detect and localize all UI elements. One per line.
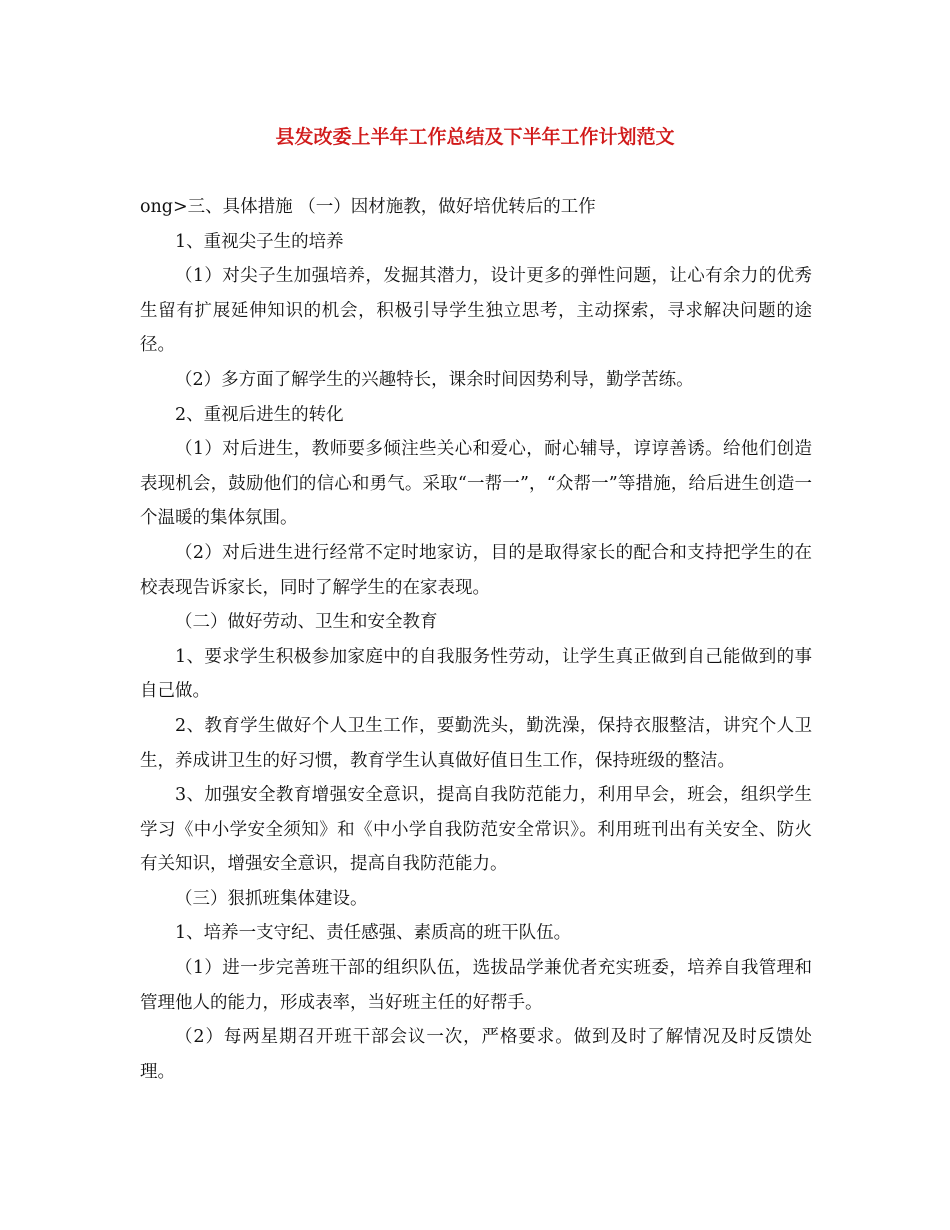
- paragraph-class-cadres-1: （1）进一步完善班干部的组织队伍，选拔品学兼优者充实班委，培养自我管理和管理他人的能力，形成表率，当好班主任的好帮手。: [140, 958, 812, 1013]
- paragraph-struggling-students-2: （2）对后进生进行经常不定时地家访，目的是取得家长的配合和支持把学生的在校表现告诉家长，同时了解学生的在家表现。: [140, 542, 812, 598]
- paragraph-labor: 1、要求学生积极参加家庭中的自我服务性劳动，让学生真正做到自己能做到的事自己做。: [140, 646, 812, 702]
- paragraph-top-students-2: （2）多方面了解学生的兴趣特长，课余时间因势利导，勤学苦练。: [175, 369, 694, 390]
- paragraph-struggling-students-heading: 2、重视后进生的转化: [175, 404, 344, 425]
- paragraph-struggling-students-1: （1）对后进生，教师要多倾注些关心和爱心，耐心辅导，谆谆善诱。给他们创造表现机会，鼓励他们的信心和勇气。采取“一帮一”，“众帮一”等措施，给后进生创造一个温暖的集体氛围。: [140, 439, 812, 529]
- paragraph-class-building-heading: （三）狠抓班集体建设。: [175, 888, 368, 909]
- paragraph-hygiene: 2、教育学生做好个人卫生工作，要勤洗头，勤洗澡，保持衣服整洁，讲究个人卫生，养成讲卫生的好习惯，教育学生认真做好值日生工作，保持班级的整洁。: [140, 715, 812, 771]
- paragraph-top-students-heading: 1、重视尖子生的培养: [175, 231, 344, 252]
- paragraph-labor-safety-heading: （二）做好劳动、卫生和安全教育: [175, 612, 438, 633]
- paragraph-measures-heading: ong>三、具体措施 （一）因材施教，做好培优转后的工作: [140, 197, 596, 217]
- paragraph-class-cadres-heading: 1、培养一支守纪、责任感强、素质高的班干队伍。: [175, 923, 572, 944]
- document-title: 县发改委上半年工作总结及下半年工作计划范文: [275, 126, 675, 148]
- document-body: [140, 190, 812, 1089]
- paragraph-top-students-1: （1）对尖子生加强培养，发掘其潜力，设计更多的弹性问题，让心有余力的优秀生留有扩展延伸知识的机会，积极引导学生独立思考，主动探索，寻求解决问题的途径。: [140, 266, 812, 356]
- paragraph-safety: 3、加强安全教育增强安全意识，提高自我防范能力，利用早会，班会，组织学生学习《中小学安全须知》和《中小学自我防范安全常识》。利用班刊出有关安全、防火有关知识，增强安全意识，提高自我防范能力。: [140, 785, 812, 875]
- paragraph-class-cadres-2: （2）每两星期召开班干部会议一次，严格要求。做到及时了解情况及时反馈处理。: [140, 1027, 812, 1082]
